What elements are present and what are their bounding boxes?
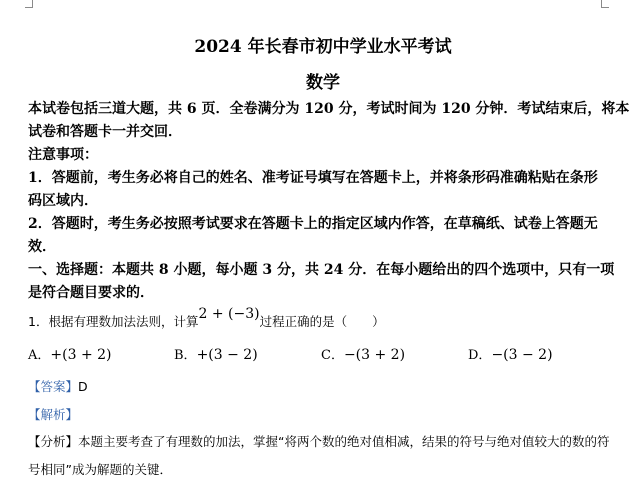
notes-item-2-line-1: 2．答题时，考生务必按照考试要求在答题卡上的指定区域内作答，在草稿纸、试卷上答题无 xyxy=(28,216,598,232)
fenxi-tag: 【分析】 xyxy=(28,434,79,449)
subject-title: 数学 xyxy=(306,73,340,93)
option-d-label: D． xyxy=(468,348,492,363)
analysis-tag-line xyxy=(28,404,78,423)
exam-title: 2024 年长春市初中学业水平考试 xyxy=(194,37,452,57)
option-d xyxy=(468,344,553,363)
analysis-tag: 【解析】 xyxy=(28,407,79,422)
option-d-expr: −(3 − 2) xyxy=(491,347,553,363)
intro-line-1: 本试卷包括三道大题，共 6 页．全卷满分为 120 分，考试时间为 120 分钟．考试结束后，将本 xyxy=(28,101,630,117)
analysis-line-2: 号相同”成为解题的关键． xyxy=(28,462,172,477)
option-c-label: C． xyxy=(321,348,344,363)
option-a-label: A． xyxy=(28,348,51,363)
option-b-expr: +(3 − 2) xyxy=(196,347,258,363)
margin-corner-mark-left xyxy=(25,0,33,8)
question-1-stem-after: 过程正确的是（ ） xyxy=(259,314,385,329)
intro-line-2: 试卷和答题卡一并交回． xyxy=(28,124,182,140)
notes-item-1-line-2: 码区域内． xyxy=(28,193,98,209)
answer-tag: 【答案】 xyxy=(28,379,79,394)
option-b xyxy=(174,344,258,363)
notes-item-1-line-1: 1．答题前，考生务必将自己的姓名、准考证号填写在答题卡上，并将条形码准确粘贴在条形 xyxy=(28,170,598,186)
notes-heading: 注意事项： xyxy=(28,147,98,163)
option-c xyxy=(321,344,405,363)
section-1-line-2: 是符合题目要求的． xyxy=(28,285,154,301)
option-b-label: B． xyxy=(174,348,197,363)
option-a-expr: +(3 + 2) xyxy=(50,347,112,363)
analysis-line-1 xyxy=(28,432,610,450)
notes-item-2-line-2: 效． xyxy=(28,239,56,255)
section-1-line-1: 一、选择题：本题共 8 小题，每小题 3 分，共 24 分．在每小题给出的四个选项中，只有一项 xyxy=(28,262,615,278)
option-c-expr: −(3 + 2) xyxy=(343,347,406,363)
question-1-expression: 2 + (−3) xyxy=(198,306,260,322)
analysis-text-1: 本题主要考查了有理数的加法，掌握“将两个数的绝对值相减，结果的符号与绝对值较大的数的符 xyxy=(78,434,610,449)
margin-corner-mark-right xyxy=(601,0,609,8)
answer-value: D xyxy=(78,379,88,394)
question-1-stem xyxy=(28,306,385,330)
option-a xyxy=(28,344,112,363)
answer-line xyxy=(28,376,88,395)
question-1-stem-before: 1．根据有理数加法法则，计算 xyxy=(28,314,199,329)
